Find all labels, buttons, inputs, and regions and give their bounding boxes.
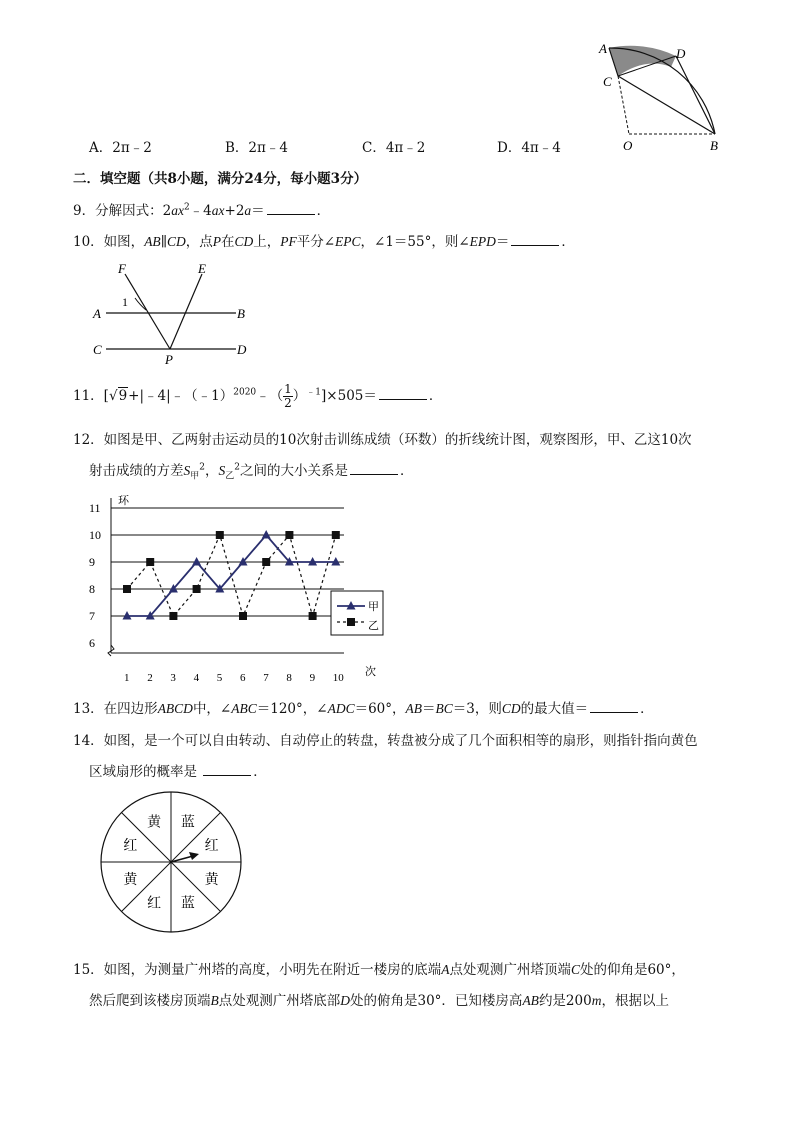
answer-blank[interactable]: [203, 763, 251, 776]
x-axis-label: 次: [365, 666, 376, 678]
y-tick-label: 6: [89, 636, 95, 650]
series-jia-point: [262, 530, 271, 539]
sector-label: 黄: [204, 872, 219, 888]
series-yi-point: [193, 585, 201, 593]
sector-label: 红: [123, 839, 138, 855]
q8-option-c: C．4π﹣2: [362, 140, 426, 156]
sector-label: 蓝: [180, 815, 195, 831]
question-9: 9．分解因式：$2ax^2﹣4ax+2a=$ ．: [73, 202, 331, 219]
label-A: A: [93, 306, 101, 321]
x-tick-label: 2: [147, 672, 153, 684]
label-E: E: [198, 261, 206, 276]
label-C: C: [603, 74, 612, 89]
series-jia-line: [127, 535, 336, 616]
sector-label: 红: [147, 896, 162, 912]
q8-option-a: A．2π﹣2: [89, 140, 152, 156]
series-yi-point: [146, 558, 154, 566]
series-yi-point: [123, 585, 131, 593]
y-tick-label: 8: [89, 582, 95, 596]
section-title: 二．填空题（共8小题，满分24分，每小题3分）: [73, 171, 368, 187]
legend-yi-label: 乙: [368, 620, 379, 632]
label-D: D: [676, 46, 686, 61]
question-14-line-2: 区域扇形的概率是 ．: [89, 764, 267, 780]
series-yi-point: [216, 531, 224, 539]
question-13: 13．在四边形ABCD中，∠ABC＝120°，∠ADC＝60°，AB＝BC＝3，则CD的最大值＝ ．: [73, 701, 654, 717]
series-yi-point: [332, 531, 340, 539]
series-jia-point: [192, 557, 201, 566]
x-tick-label: 4: [193, 672, 200, 684]
label-D: D: [237, 342, 247, 357]
label-C: C: [93, 342, 102, 357]
question-12-line-1: 12．如图是甲、乙两射击运动员的10次射击训练成绩（环数）的折线统计图，观察图形，甲、乙这10次: [73, 432, 692, 448]
answer-blank[interactable]: [267, 202, 315, 215]
x-tick-label: 1: [124, 672, 130, 684]
q8-option-b: B．2π﹣4: [225, 140, 288, 156]
label-O: O: [623, 138, 633, 153]
spinner-pointer-head: [189, 852, 199, 860]
question-10: 10．如图，AB∥CD，点P在CD上，PF平分∠EPC，∠1＝55°，则∠EPD＝ ．: [73, 234, 575, 250]
x-tick-label: 7: [263, 672, 269, 684]
question-12-line-2: 射击成绩的方差$S_甲^2$，$S_乙^2$之间的大小关系是 ．: [89, 462, 414, 482]
sector-figure: [596, 40, 726, 155]
answer-blank[interactable]: [379, 387, 427, 400]
answer-blank[interactable]: [511, 233, 559, 246]
question-15-line-1: 15．如图，为测量广州塔的高度，小明先在附近一楼房的底端A点处观测广州塔顶端C处的仰角是60°，: [73, 962, 685, 978]
x-tick-label: 9: [309, 672, 316, 684]
sector-label: 红: [204, 839, 219, 855]
shaded-region: [609, 46, 676, 76]
answer-blank[interactable]: [590, 700, 638, 713]
label-angle-1: 1: [122, 295, 128, 309]
sector-label: 黄: [147, 815, 162, 831]
y-tick-label: 11: [89, 501, 101, 515]
parallel-lines-figure: [88, 260, 258, 368]
y-axis-label: 环: [118, 495, 129, 507]
label-B: B: [710, 138, 718, 153]
label-F: F: [118, 261, 126, 276]
x-tick-label: 5: [216, 672, 223, 684]
x-tick-label: 8: [286, 672, 292, 684]
series-yi-point: [262, 558, 270, 566]
series-yi-point: [239, 612, 247, 620]
label-B: B: [237, 306, 245, 321]
series-yi-point: [309, 612, 317, 620]
sector-label: 蓝: [180, 896, 195, 912]
label-A: A: [599, 41, 607, 56]
question-11: 11．[√9+|﹣4|﹣（﹣1）$^{2020}$﹣（ $\frac{1}{2}$ ）$^{﹣1}$]×505＝ ．: [73, 382, 443, 410]
legend-yi-marker: [347, 618, 355, 626]
x-tick-label: 3: [170, 672, 176, 684]
y-tick-label: 7: [89, 609, 95, 623]
x-tick-label: 10: [332, 672, 344, 684]
x-tick-label: 6: [240, 672, 246, 684]
question-15-line-2: 然后爬到该楼房顶端B点处观测广州塔底部D处的俯角是30°．已知楼房高AB约是200m，根据以上: [89, 993, 669, 1009]
series-yi-point: [169, 612, 177, 620]
fraction-one-half: $\frac{1}{2}$: [284, 382, 292, 410]
question-14-line-1: 14．如图，是一个可以自由转动、自动停止的转盘，转盘被分成了几个面积相等的扇形，则指针指向黄色: [73, 733, 698, 749]
sector-label: 黄: [123, 872, 138, 888]
line-chart: [82, 490, 412, 688]
answer-blank[interactable]: [350, 462, 398, 475]
series-yi-point: [285, 531, 293, 539]
label-P: P: [165, 352, 173, 367]
y-tick-label: 9: [89, 555, 95, 569]
spinner-figure: [96, 790, 246, 940]
legend-jia-label: 甲: [368, 601, 379, 613]
q8-option-d: D．4π﹣4: [497, 140, 561, 156]
y-tick-label: 10: [89, 528, 101, 542]
